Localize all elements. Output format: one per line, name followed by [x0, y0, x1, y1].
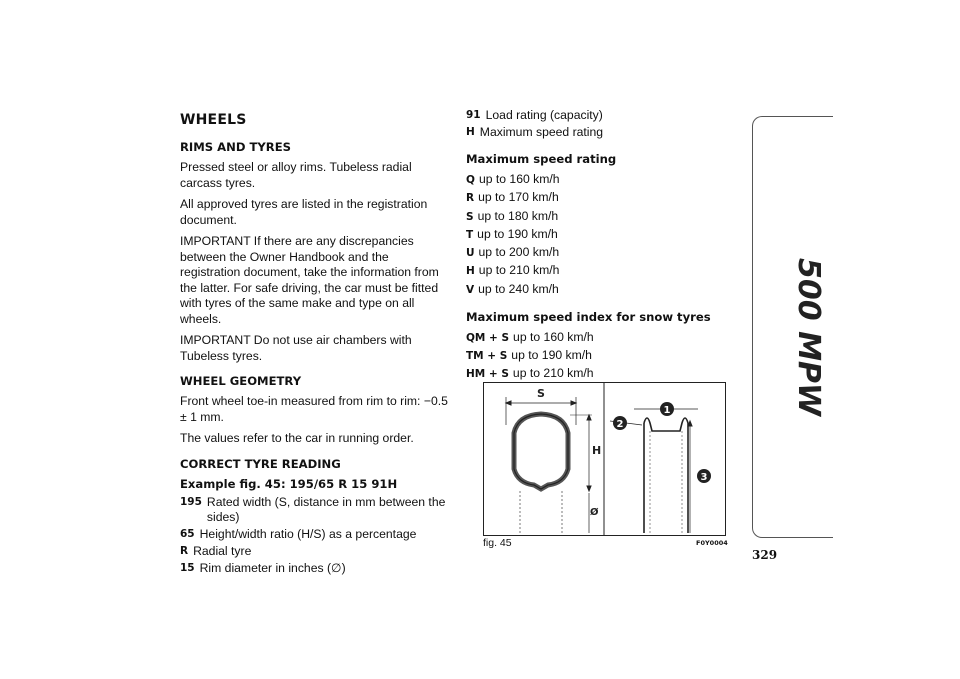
speed-row: S up to 180 km/h: [466, 208, 559, 223]
code-row: 15 Rim diameter in inches (∅): [180, 560, 346, 575]
chapter-tab: [752, 116, 833, 538]
code-row: 65 Height/width ratio (H/S) as a percentage: [180, 526, 417, 541]
speed-rating-heading: Maximum speed rating: [466, 152, 617, 166]
geometry-paragraph-2: The values refer to the car in running order.: [180, 431, 414, 445]
speed-row: Q up to 160 km/h: [466, 172, 560, 186]
snow-row: HM + S up to 210 km/h: [466, 366, 594, 381]
tyre-diagram: [483, 382, 726, 536]
rims-paragraph-3: IMPORTANT If there are any discrepancies between the Owner Handbook and the registration document, take the information from the latter. For safe driving, the car must be fitted with tyres of the same make and type on all wheels.: [180, 234, 439, 326]
diameter-label: Ø: [590, 507, 599, 518]
rims-paragraph-4: IMPORTANT Do not use air chambers with Tubeless tyres.: [180, 333, 412, 363]
rims-heading: RIMS AND TYRES: [180, 140, 292, 154]
speed-row: T up to 190 km/h: [466, 226, 558, 241]
right-column: [466, 108, 736, 385]
code-row: H Maximum speed rating: [466, 125, 604, 139]
geometry-paragraph-1: Front wheel toe-in measured from rim to rim: −0.5 ± 1 mm.: [180, 394, 448, 424]
svg-text:3: 3: [700, 472, 708, 483]
height-label: H: [592, 444, 602, 457]
section-title: WHEELS: [180, 112, 247, 128]
left-column: [180, 108, 452, 578]
snow-row: QM + S up to 160 km/h: [466, 329, 594, 344]
code-row: 91 Load rating (capacity): [466, 108, 603, 122]
width-label: S: [537, 387, 545, 400]
figure-caption: fig. 45: [483, 537, 512, 549]
page-number: 329: [752, 548, 778, 562]
rims-paragraph-2: All approved tyres are listed in the registration document.: [180, 197, 428, 227]
speed-row: R up to 170 km/h: [466, 190, 559, 205]
code-row: 195 Rated width (S, distance in mm between the sides): [180, 494, 446, 524]
tyre-reading-heading: CORRECT TYRE READING: [180, 456, 341, 471]
svg-text:500 MPW: 500 MPW: [791, 258, 826, 416]
tyre-diagram-drawing: [484, 383, 725, 535]
geometry-heading: WHEEL GEOMETRY: [180, 374, 302, 388]
code-row: R Radial tyre: [180, 543, 252, 558]
svg-text:1: 1: [663, 405, 671, 416]
tyre-example: Example fig. 45: 195/65 R 15 91H: [180, 476, 398, 491]
svg-text:2: 2: [616, 419, 624, 430]
snow-row: TM + S up to 190 km/h: [466, 348, 592, 363]
callout-2: [613, 416, 627, 430]
speed-row: H up to 210 km/h: [466, 263, 560, 278]
callout-1: [660, 402, 674, 416]
500-mpw-logo: [753, 117, 831, 537]
callout-3: [697, 469, 711, 483]
speed-row: V up to 240 km/h: [466, 281, 559, 296]
speed-row: U up to 200 km/h: [466, 245, 560, 260]
snow-heading: Maximum speed index for snow tyres: [466, 309, 711, 324]
tyre-cross-section: [506, 397, 592, 533]
figure-code: F0Y0004: [696, 539, 728, 547]
rims-paragraph-1: Pressed steel or alloy rims. Tubeless radial carcass tyres.: [180, 160, 412, 190]
